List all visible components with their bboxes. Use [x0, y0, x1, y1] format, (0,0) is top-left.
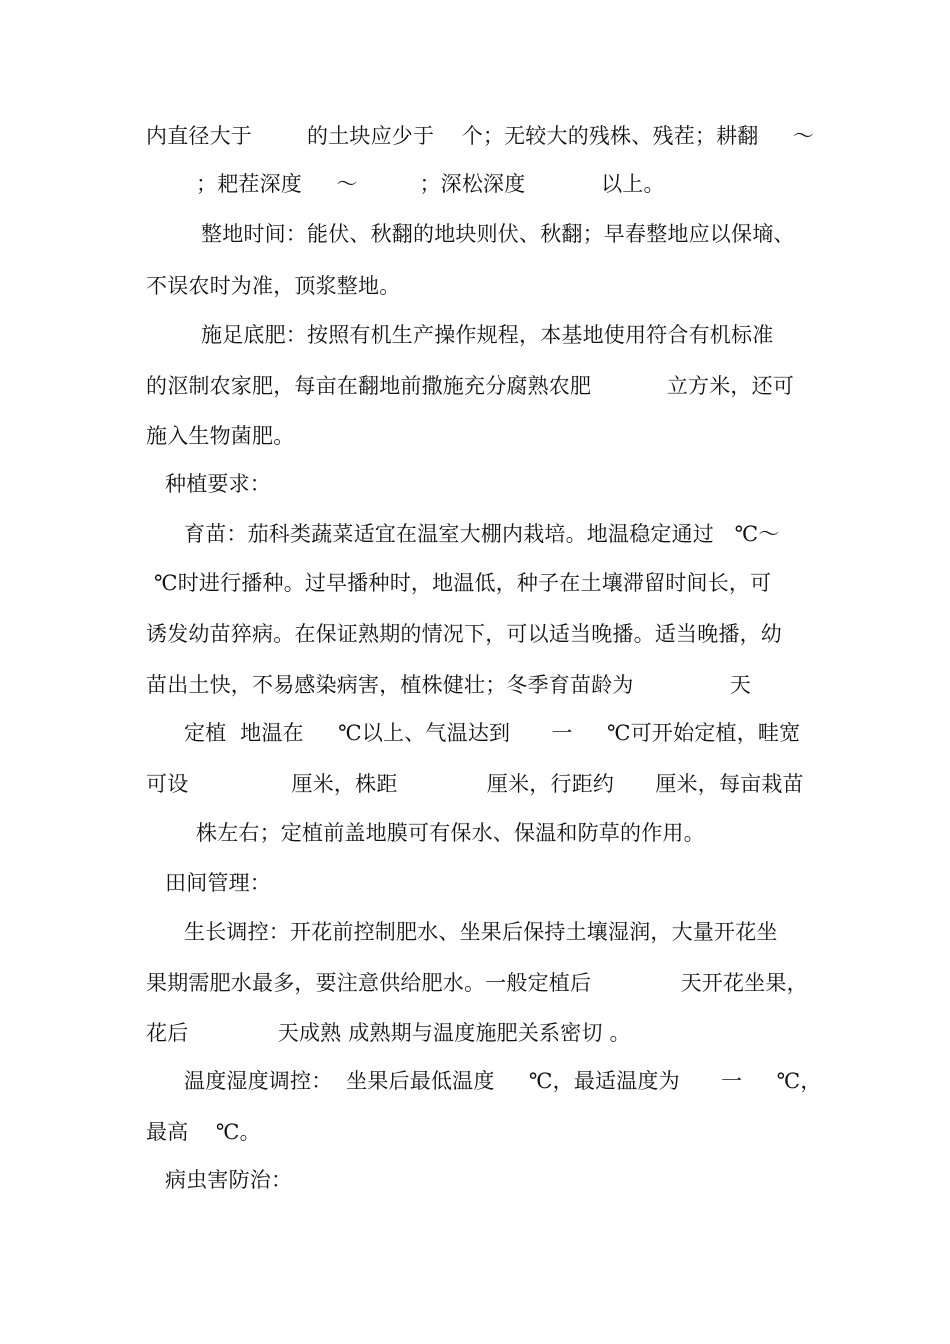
text-line-9: 育苗：茄科类蔬菜适宜在温室大棚内栽培。地温稳定通过 ℃～ — [184, 522, 780, 546]
text-line-14: 可设 厘米，株距 厘米，行距约 厘米，每亩栽苗 — [146, 772, 804, 796]
text-line-2: ；耙茬深度 ～ ；深松深度 以上。 — [196, 172, 665, 196]
text-line-4: 不误农时为准，顶浆整地。 — [146, 274, 401, 298]
section-heading-field-management: 田间管理： — [165, 871, 271, 895]
text-line-21: 最高 ℃。 — [146, 1120, 261, 1144]
text-line-19: 花后 天成熟 成熟期与温度施肥关系密切 。 — [146, 1021, 631, 1045]
text-line-11: 诱发幼苗猝病。在保证熟期的情况下，可以适当晚播。适当晚播，幼 — [146, 622, 782, 646]
section-heading-pest-control: 病虫害防治： — [165, 1168, 293, 1192]
text-line-7: 施入生物菌肥。 — [146, 424, 295, 448]
text-line-15: 株左右；定植前盖地膜可有保水、保温和防草的作用。 — [196, 821, 705, 845]
text-line-3: 整地时间：能伏、秋翻的地块则伏、秋翻；早春整地应以保墒、 — [201, 222, 795, 246]
text-line-6: 的沤制农家肥，每亩在翻地前撒施充分腐熟农肥 立方米，还可 — [146, 374, 795, 398]
text-line-17: 生长调控：开花前控制肥水、坐果后保持土壤湿润，大量开花坐 — [184, 920, 778, 944]
text-line-13: 定植 地温在 ℃以上、气温达到 一 ℃可开始定植，畦宽 — [184, 721, 801, 745]
text-line-20: 温度湿度调控： 坐果后最低温度 ℃，最适温度为 一 ℃， — [184, 1069, 822, 1093]
text-line-5: 施足底肥：按照有机生产操作规程，本基地使用符合有机标准 — [201, 323, 774, 347]
text-line-12: 苗出土快，不易感染病害，植株健壮；冬季育苗龄为 天 — [146, 673, 752, 697]
text-line-1: 内直径大于 的土块应少于 个；无较大的残株、残茬；耕翻 ～ — [146, 124, 815, 148]
text-line-18: 果期需肥水最多，要注意供给肥水。一般定植后 天开花坐果， — [146, 971, 808, 995]
text-line-10: ℃时进行播种。过早播种时，地温低，种子在土壤滞留时间长，可 — [154, 571, 772, 595]
section-heading-planting: 种植要求： — [165, 472, 271, 496]
